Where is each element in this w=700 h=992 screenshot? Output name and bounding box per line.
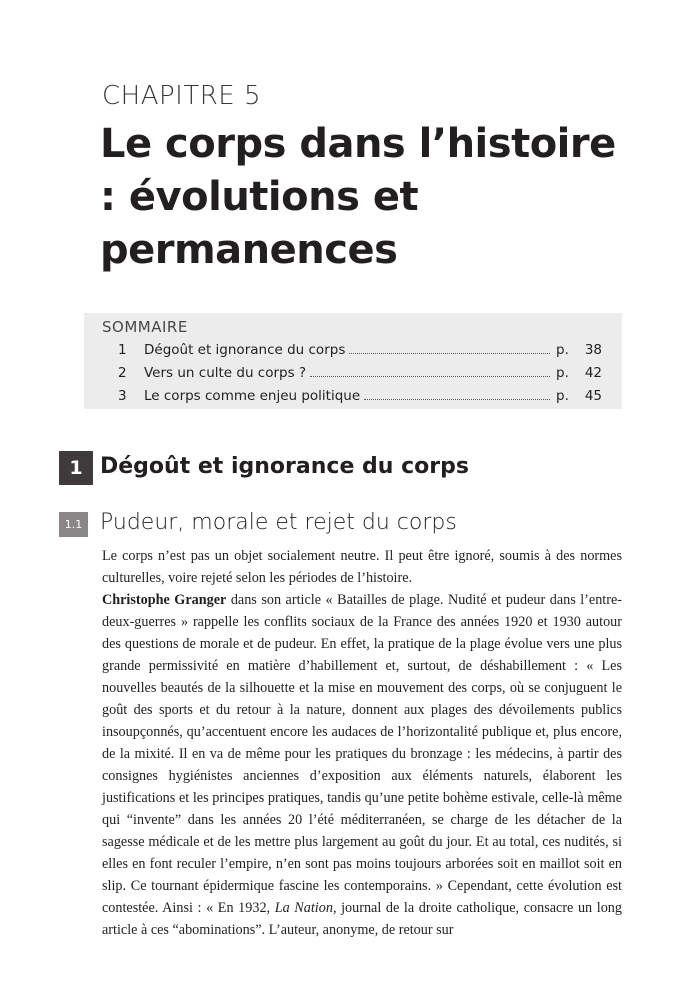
toc-item[interactable]	[118, 365, 602, 385]
sommaire-heading: SOMMAIRE	[102, 318, 188, 336]
toc-leader-dots	[349, 352, 550, 354]
toc-item-page	[556, 365, 602, 381]
section-title: Dégoût et ignorance du corps	[100, 454, 469, 479]
body-text	[102, 545, 622, 941]
toc-item-number: 3	[118, 388, 127, 404]
toc-item[interactable]	[118, 342, 602, 362]
toc-page-number: 42	[584, 365, 602, 381]
subsection-number-badge: 1.1	[59, 512, 88, 537]
toc-item-text: Dégoût et ignorance du corps	[144, 342, 346, 358]
chapter-label: CHAPITRE 5	[102, 81, 262, 111]
toc-page-prefix: p.	[556, 388, 569, 404]
toc-item[interactable]	[118, 388, 602, 408]
toc-item-page	[556, 342, 602, 358]
toc-item-number: 2	[118, 365, 127, 381]
section-number-badge: 1	[59, 451, 93, 485]
subsection-title: Pudeur, morale et rejet du corps	[100, 510, 457, 535]
paragraph-text: dans son article « Batailles de plage. Nudité et pudeur dans l’entre-deux-guerres » rappelle les conflits sociaux de la France des années 1920 et 1930 autour des questions de morale et de pudeur. En effet, la pratique de la plage évolue vers une plus grande permissivité en matière d’habillement et, surtout, de déshabillement : « Les nouvelles beautés de la silhouette et la mise en mouvement des corps, où se conjuguent le goût des sports et du retour à la nature, donnent aux plages des dévoilements publics insoupçonnés, qu’accentuent encore les audaces de l’horizontalité publique et, plus encore, de la mixité. Il en va de même pour les pratiques du bronzage : les médecins, à partir des consignes hygiénistes anciennes d’exposition aux éléments naturels, élaborent les justifications et les principes pratiques, tandis qu’une petite bohème estivale, celle-là même qui “invente” dans les années 20 l’été méditerranéen, se charge de les détacher de la sagesse médicale et de les mettre plus largement au goût du jour. Et au total, ces nudités, si elles en font reculer l’empire, n’en sont pas moins toujours arborées soit en maillot soit en slip. Ce tournant épidermique fascine les contemporains. » Cependant, cette évolution est contestée. Ainsi : « En 1932,	[102, 592, 622, 916]
toc-item-number: 1	[118, 342, 127, 358]
toc-leader-dots	[310, 375, 550, 377]
journal-name: La Nation	[274, 900, 333, 916]
toc-page-number: 45	[584, 388, 602, 404]
toc-item-text: Le corps comme enjeu politique	[144, 388, 361, 404]
chapter-title: Le corps dans l’histoire : évolutions et permanences	[100, 121, 616, 273]
toc-leader-dots	[364, 398, 550, 400]
paragraph-text-end: , journal de la droite catholique, consacre un long article à ces “abominations”. L’auteur, anonyme, de retour sur	[102, 900, 622, 938]
paragraph-intro: Le corps n’est pas un objet socialement neutre. Il peut être ignoré, soumis à des normes culturelles, voire rejeté selon les périodes de l’histoire.	[102, 548, 622, 586]
toc-item-page	[556, 388, 602, 404]
toc-item-text: Vers un culte du corps ?	[144, 365, 307, 381]
author-name: Christophe Granger	[102, 592, 227, 608]
toc-page-prefix: p.	[556, 342, 569, 358]
sommaire-box	[84, 313, 622, 409]
paragraph-granger	[102, 589, 622, 941]
toc-page-prefix: p.	[556, 365, 569, 381]
toc-page-number: 38	[584, 342, 602, 358]
